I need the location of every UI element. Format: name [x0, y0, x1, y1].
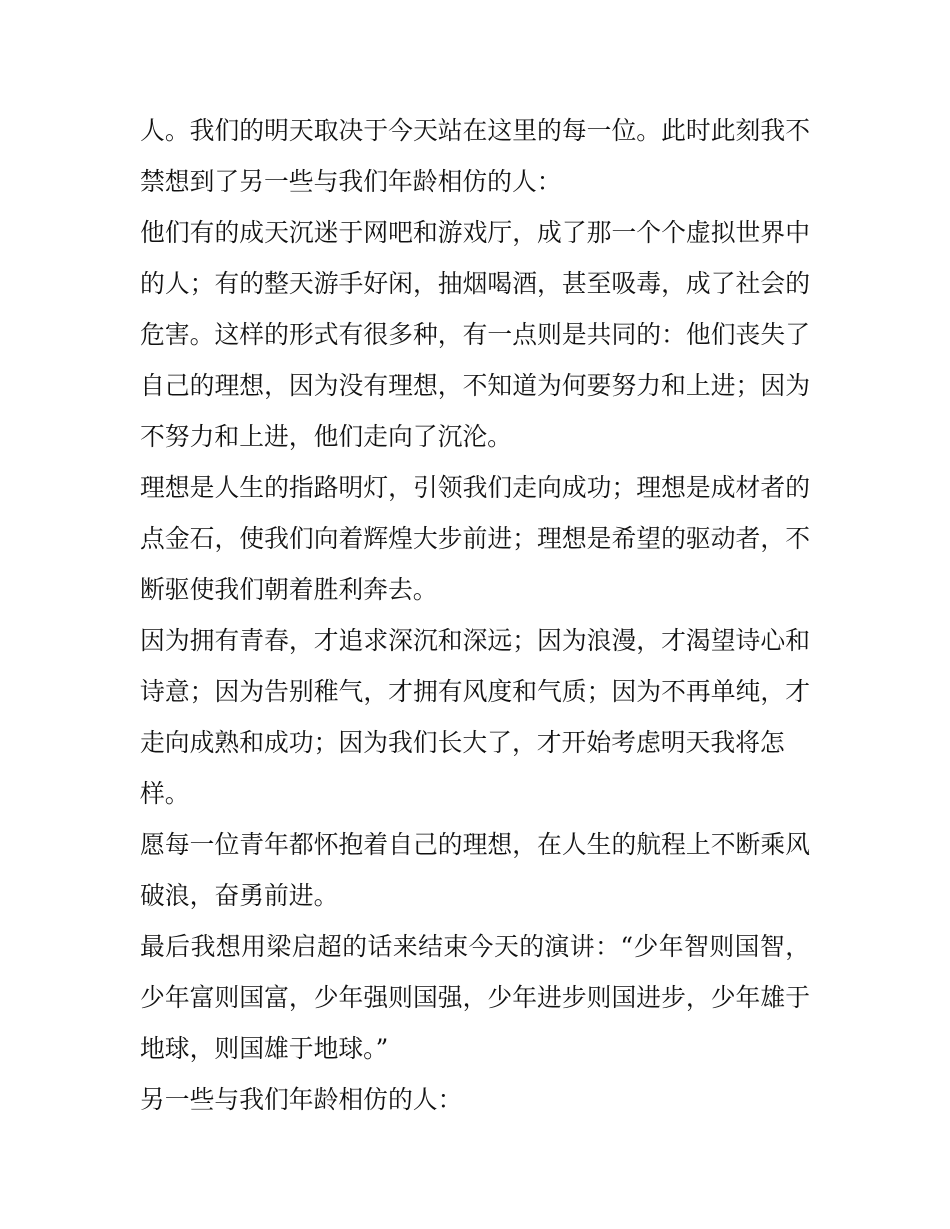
- text-line-20: 另一些与我们年龄相仿的人：: [140, 1085, 463, 1114]
- document-body: [140, 105, 810, 1125]
- text-line-7: 不努力和上进，他们走向了沉沦。: [140, 422, 512, 451]
- text-line-9: 点金石，使我们向着辉煌大步前进；理想是希望的驱动者，不: [140, 524, 810, 553]
- text-line-16: 破浪，奋勇前进。: [140, 881, 339, 910]
- text-line-2: 禁想到了另一些与我们年龄相仿的人：: [140, 167, 562, 196]
- text-line-13: 走向成熟和成功；因为我们长大了，才开始考虑明天我将怎: [140, 728, 785, 757]
- text-line-14: 样。: [140, 779, 190, 808]
- text-line-1: 人。我们的明天取决于今天站在这里的每一位。此时此刻我不: [140, 116, 810, 145]
- text-line-11: 因为拥有青春，才追求深沉和深远；因为浪漫，才渴望诗心和: [140, 626, 810, 655]
- text-line-4: 的人；有的整天游手好闲，抽烟喝酒，甚至吸毒，成了社会的: [140, 269, 810, 298]
- text-line-6: 自己的理想，因为没有理想，不知道为何要努力和上进；因为: [140, 371, 810, 400]
- text-line-17: 最后我想用梁启超的话来结束今天的演讲：“少年智则国智，: [140, 932, 810, 961]
- text-line-5: 危害。这样的形式有很多种，有一点则是共同的：他们丧失了: [140, 320, 810, 349]
- text-line-12: 诗意；因为告别稚气，才拥有风度和气质；因为不再单纯，才: [140, 677, 810, 706]
- text-line-18: 少年富则国富，少年强则国强，少年进步则国进步，少年雄于: [140, 983, 810, 1012]
- text-line-19: 地球，则国雄于地球。”: [140, 1034, 389, 1063]
- text-line-3: 他们有的成天沉迷于网吧和游戏厅，成了那一个个虚拟世界中: [140, 218, 810, 247]
- text-line-15: 愿每一位青年都怀抱着自己的理想，在人生的航程上不断乘风: [140, 830, 810, 859]
- text-line-10: 断驱使我们朝着胜利奔去。: [140, 575, 438, 604]
- text-line-8: 理想是人生的指路明灯，引领我们走向成功；理想是成材者的: [140, 473, 810, 502]
